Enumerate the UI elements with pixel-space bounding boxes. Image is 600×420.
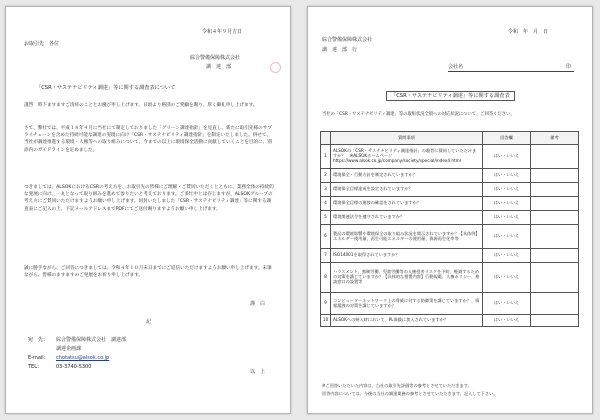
answer-separator: ・ (502, 172, 507, 178)
contact-label: 宛 先： (28, 337, 49, 343)
note-cell[interactable] (531, 249, 579, 263)
letter-date: 令和４年９月吉日 (202, 29, 243, 35)
note-cell[interactable] (531, 197, 579, 211)
note-cell[interactable] (531, 145, 579, 169)
letter-closing: 謹 白 (250, 301, 266, 307)
question-number: 4 (321, 197, 331, 211)
question-text: 環境保全目標達成を設定されていますか？ (331, 183, 483, 197)
answer-yes-option[interactable]: はい (493, 153, 503, 159)
answer-cell[interactable] (483, 211, 531, 225)
answer-no-option[interactable]: いいえ (506, 274, 520, 280)
answer-yes-option[interactable]: はい (493, 200, 503, 206)
answer-separator: ・ (502, 252, 507, 258)
answer-yes-option[interactable]: はい (493, 233, 503, 239)
survey-title: 「CSR・サステナビリティ調達」等に関する調査表 (386, 91, 515, 101)
survey-row (321, 225, 579, 249)
survey-intro: 当社の「CSR・サステナビリティ調達」等の取組状況全般への対応状況について、ご回答ください。 (322, 112, 515, 117)
answer-yes-option[interactable]: はい (493, 172, 503, 178)
answer-cell[interactable] (483, 197, 531, 211)
answer-no-option[interactable]: いいえ (506, 200, 520, 206)
header-answer: 回答欄 (483, 132, 531, 145)
note-cell[interactable] (531, 183, 579, 197)
survey-company: 綜合警備保障株式会社 (322, 37, 373, 43)
answer-yes-option[interactable]: はい (493, 252, 503, 258)
answer-yes-option[interactable]: はい (493, 214, 503, 220)
letter-paragraph-2: さて、弊社では、平成１８年４月に当社にて制定しておりました「グリーン調達指針」を見直し、新たに取引先様のサプライチェーンを含めた持続可能な調達の実現に向け「CSR・サステナビリティ調達指針」を制定いたしました。併せて、当社が調達推進する環境・人権等への取り組みについて、今までの以上に環境保全活動に貢献していくことを目的に、別添内のガイドラインを定めました。 (24, 126, 272, 153)
header-no (321, 132, 331, 145)
note-cell[interactable] (531, 169, 579, 183)
note-cell[interactable] (531, 315, 579, 327)
header-note: 備考 (531, 132, 579, 145)
question-text: ALSOKの「CSR・サステナビリティ調達指針」の趣旨に賛同していただけますか？ ※ALSOKホームページ https://www.alsok.co.jp/company/society/special/index4.html (331, 145, 483, 169)
question-number: 6 (321, 225, 331, 249)
survey-table (320, 131, 579, 327)
survey-row (321, 293, 579, 315)
letter-paragraph-4: 誠に勝手ながら、ご回答につきましては、令和４年１０月末日までにご返信いただけますようお願い申し上げます。末筆ながら、皆様のますますのご発展をお祈り申し上げます。 (24, 266, 272, 279)
answer-no-option[interactable]: いいえ (506, 300, 520, 306)
note-cell[interactable] (531, 263, 579, 293)
survey-row (321, 183, 579, 197)
question-number: 9 (321, 293, 331, 315)
answer-cell[interactable] (483, 169, 531, 183)
question-number: 1 (321, 145, 331, 169)
letter-paragraph-1: 謹啓 時下ますますご清祥のこととお慶び申し上げます。日頃より格別のご愛顧を賜り、厚く御礼申し上げます。 (24, 103, 258, 108)
question-text: 環境保全目標の進捗の確認をされていますか？ (331, 197, 483, 211)
survey-table-header (321, 132, 579, 145)
survey-row (321, 211, 579, 225)
contact-tel: 03-3740-5300 (56, 364, 92, 370)
answer-no-option[interactable]: いいえ (506, 233, 520, 239)
answer-cell[interactable] (483, 315, 531, 327)
note-cell[interactable] (531, 225, 579, 249)
answer-no-option[interactable]: いいえ (506, 186, 520, 192)
answer-no-option[interactable]: いいえ (506, 172, 520, 178)
letter-title: 「CSR・サステナビリティ調達」等に関する調査表について (36, 85, 176, 91)
letter-ki: 記 (146, 319, 152, 325)
question-text: 環境保全・行動方針を制定されていますか？ (331, 169, 483, 183)
answer-no-option[interactable]: いいえ (506, 317, 520, 323)
letter-sender-dept: 調 達 部 (206, 64, 232, 70)
answer-separator: ・ (502, 200, 507, 206)
question-number: 3 (321, 183, 331, 197)
question-text: コンピューターネットワーク上の脅威に対する防御策を講じていますか？、情報漏洩の対策を講じていますか？ (331, 293, 483, 315)
question-text: ISO14001を取得されていますか？ (331, 249, 483, 263)
answer-separator: ・ (502, 274, 507, 280)
answer-cell[interactable] (483, 225, 531, 249)
letter-ijo: 以 上 (250, 369, 266, 375)
question-text: ALSOKへの納入時において、PL保険に加入されていますか？ (331, 315, 483, 327)
survey-row (321, 169, 579, 183)
answer-separator: ・ (502, 186, 507, 192)
question-text: 製品の環境影響や環境保全の取り組み状況を開示されていますか？【具体例】エネルギー使用量、再生可能エネルギーの使用量、資源再生化率等 (331, 225, 483, 249)
company-seal (270, 62, 281, 73)
question-number: 10 (321, 315, 331, 327)
answer-separator: ・ (502, 317, 507, 323)
survey-seal-label: 印 (566, 64, 572, 70)
survey-footer-note-2: 回答内容については、今後の当社の調達業務の参考とさせていただきます。記入して下さい。 (322, 391, 498, 396)
survey-form-page (307, 6, 593, 414)
company-name-label: 会社名 (448, 64, 464, 70)
note-cell[interactable] (531, 211, 579, 225)
survey-footer-note-1: ※ご回答いただいた内容は、当社の取引先評価等の参考とさせていただきます。 (322, 383, 472, 388)
answer-separator: ・ (502, 233, 507, 239)
answer-yes-option[interactable]: はい (493, 274, 503, 280)
tel-label: TEL： (28, 364, 42, 370)
survey-row (321, 249, 579, 263)
question-number: 7 (321, 249, 331, 263)
question-text: ハラスメント、強制労働、児童労働等の人権侵害リスクを予防、軽減するための対策を講じていますか？【具体的な措置内容】行動規範、人権ポリシー、相談窓口の設置等 (331, 263, 483, 293)
answer-yes-option[interactable]: はい (493, 300, 503, 306)
cover-letter-page (5, 6, 291, 414)
survey-row (321, 315, 579, 327)
question-text: 環境関連法令を遵守されていますか？ (331, 211, 483, 225)
answer-no-option[interactable]: いいえ (506, 252, 520, 258)
question-number: 2 (321, 169, 331, 183)
letter-addressee: お取引先 各位 (24, 41, 60, 47)
answer-cell[interactable] (483, 249, 531, 263)
answer-cell[interactable] (483, 183, 531, 197)
survey-row (321, 197, 579, 211)
answer-separator: ・ (502, 300, 507, 306)
answer-yes-option[interactable]: はい (493, 317, 503, 323)
survey-row (321, 263, 579, 293)
contact-section: 調達企画課 (56, 346, 82, 352)
contact-email-link[interactable]: chotatsu@alsok.co.jp (56, 355, 110, 361)
survey-row (321, 145, 579, 169)
answer-yes-option[interactable]: はい (493, 186, 503, 192)
answer-cell[interactable] (483, 145, 531, 169)
survey-date: 令和 年 月 日 (508, 29, 549, 35)
header-question: 質問事項 (331, 132, 483, 145)
answer-separator: ・ (502, 153, 507, 159)
letter-sender-company: 綜合警備保障株式会社 (190, 55, 241, 61)
question-number: 5 (321, 211, 331, 225)
answer-separator: ・ (502, 214, 507, 220)
answer-no-option[interactable]: いいえ (506, 153, 520, 159)
email-label: E-mail： (28, 355, 49, 361)
company-name-field[interactable] (448, 71, 574, 72)
letter-paragraph-3: つきましては、ALSOKにおけるCSRの考え方を、お取引先の皆様にご理解・ご賛同いただくとともに、業務全体の持続的な発展に向け、一丸となって取り組みを進めて参りたいと考えております。ご多忙中とは存じますが、ALSOKグループの考え方にご賛同いただけますようお願い申し上げます。同封いたしました「CSR・サステナビリティ調達」等に関する調査表にご記入の上、下記メールアドレスまでPDFにてご送付賜りますようお願い申し上げます。 (24, 185, 274, 212)
answer-cell[interactable] (483, 263, 531, 293)
note-cell[interactable] (531, 293, 579, 315)
survey-dept: 調 達 部 行 (322, 47, 358, 53)
contact-company: 綜合警備保障株式会社 調達部 (56, 337, 127, 343)
answer-no-option[interactable]: いいえ (506, 214, 520, 220)
answer-cell[interactable] (483, 293, 531, 315)
question-number: 8 (321, 263, 331, 293)
